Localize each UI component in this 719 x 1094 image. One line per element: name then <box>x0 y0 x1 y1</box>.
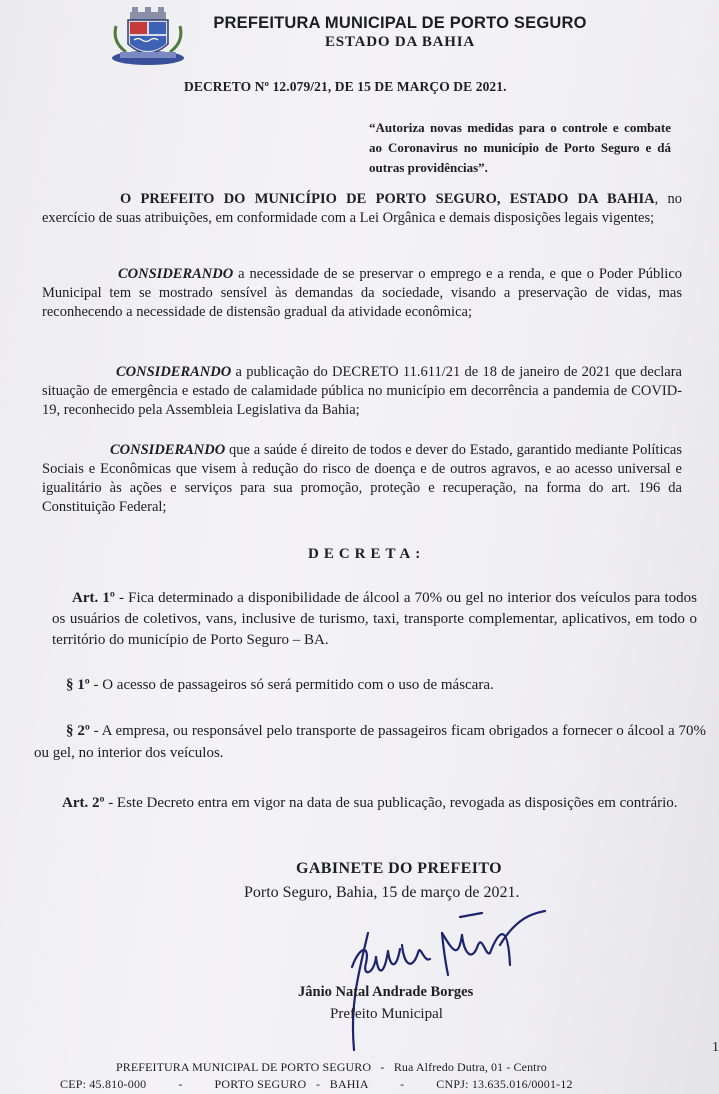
footer-registration: CEP: 45.810-000 - PORTO SEGURO - BAHIA - CNPJ: 13.635.016/0001-12 <box>60 1077 573 1091</box>
paragraph-2-text: - A empresa, ou responsável pelo transporte de passageiros ficam obrigados a fornecer o álcool a 70% ou gel, no interior dos veículos. <box>34 723 707 761</box>
considerando-text: que a saúde é direito de todos e dever do Estado, garantido mediante Políticas Sociais e Econômicas que visem à redução do risco de doença e de outros agravos, e ao acesso universal e igualitário às ações e serviços para sua promoção, proteção e recuperação, na forma do art. 196 da Constituição Federal; <box>42 442 682 515</box>
handwritten-signature <box>340 905 570 1055</box>
decree-ementa: “Autoriza novas medidas para o controle e combate ao Coronavirus no município de Porto Seguro e dá outras providências”. <box>369 120 671 175</box>
page-number: 1 <box>712 1040 719 1055</box>
header-subtitle: ESTADO DA BAHIA <box>324 34 476 50</box>
considerando-text: a necessidade de se preservar o emprego e a renda, e que o Poder Público Municipal tem se mostrado sensível às demandas da sociedade, visando a preservação de vidas, mas reconhecendo a necessidade de distensão gradual da atividade econômica; <box>42 266 682 320</box>
considerando-paragraph <box>42 441 682 517</box>
office-heading: GABINETE DO PREFEITO <box>296 860 502 877</box>
article-1 <box>52 588 697 651</box>
paragraph-1 <box>66 676 686 695</box>
paragraph-2-label: § 2º <box>66 723 90 739</box>
considerando-paragraph <box>42 265 682 322</box>
preamble-paragraph <box>42 190 682 228</box>
paragraph-1-label: § 1º <box>66 677 90 693</box>
signer-name: Jânio Natal Andrade Borges <box>298 984 474 1000</box>
considerando-paragraph <box>42 363 682 420</box>
preamble-text: , no exercício de suas atribuições, em conformidade com a Lei Orgânica e demais disposições legais vigentes; <box>42 191 682 226</box>
article-1-label: Art. 1º <box>72 590 115 606</box>
considerando-keyword: CONSIDERANDO <box>116 364 232 380</box>
decree-title: DECRETO Nº 12.079/21, DE 15 DE MARÇO DE 2021. <box>184 79 507 94</box>
preamble-lead: O PREFEITO DO MUNICÍPIO DE PORTO SEGURO, ESTADO DA BAHIA <box>120 191 655 207</box>
considerando-text: a publicação do DECRETO 11.611/21 de 18 de janeiro de 2021 que declara situação de emergência e estado de calamidade pública no município em decorrência a pandemia de COVID-19, reconhecido pela Assembleia Legislativa da Bahia; <box>42 364 682 418</box>
footer-address: PREFEITURA MUNICIPAL DE PORTO SEGURO - Rua Alfredo Dutra, 01 - Centro <box>116 1060 547 1074</box>
decreta-heading: DECRETA: <box>308 546 426 562</box>
place-and-date: Porto Seguro, Bahia, 15 de março de 2021. <box>244 884 520 901</box>
municipal-coat-of-arms <box>110 6 186 68</box>
signer-role: Prefeito Municipal <box>330 1006 443 1022</box>
considerando-keyword: CONSIDERANDO <box>110 442 226 458</box>
paragraph-1-text: - O acesso de passageiros só será permitido com o uso de máscara. <box>89 677 494 693</box>
article-2-text: - Este Decreto entra em vigor na data de sua publicação, revogada as disposições em contrário. <box>104 795 678 811</box>
article-2 <box>38 792 713 814</box>
header-title: PREFEITURA MUNICIPAL DE PORTO SEGURO <box>213 14 587 32</box>
paragraph-2 <box>34 720 706 764</box>
article-2-label: Art. 2º <box>62 795 105 811</box>
article-1-text: - Fica determinado a disponibilidade de álcool a 70% ou gel no interior dos veículos para todos os usuários de coletivos, vans, inclusive de turismo, taxi, transporte complementar, aplicativos, em todo o território do município de Porto Seguro – BA. <box>52 590 697 648</box>
considerando-keyword: CONSIDERANDO <box>118 266 234 282</box>
